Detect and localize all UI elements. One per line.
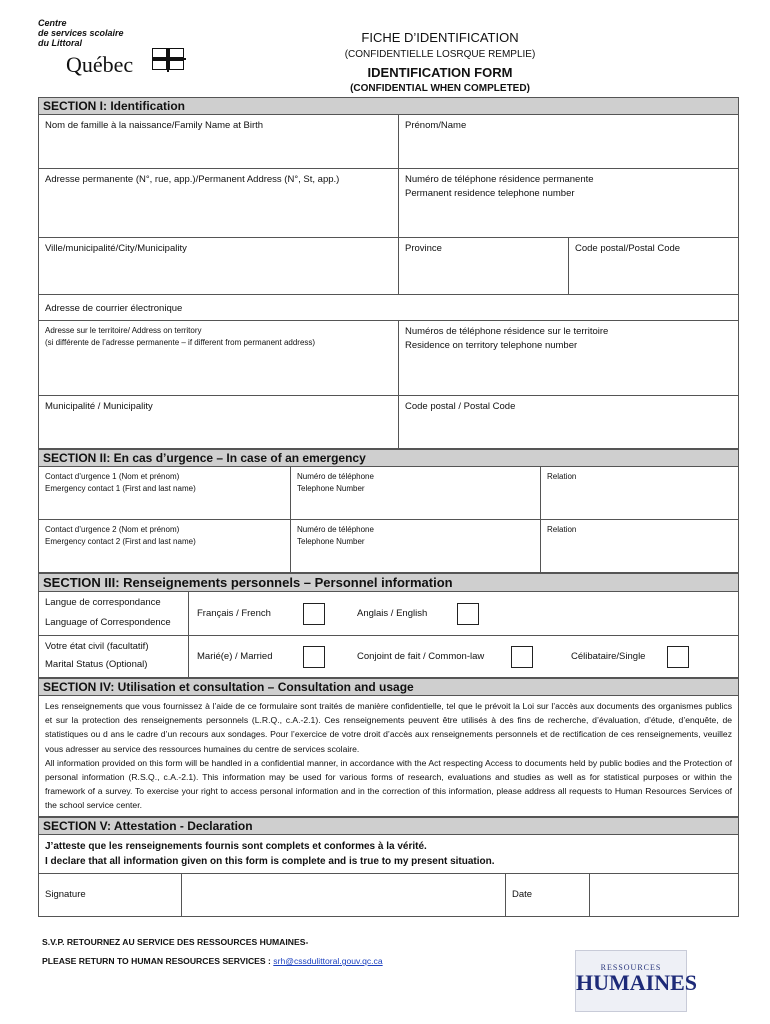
- return-instruction-en: PLEASE RETURN TO HUMAN RESOURCES SERVICES :: [42, 956, 271, 966]
- emergency-phone-1-label-fr: Numéro de téléphone: [297, 472, 374, 481]
- emergency-contact-2-label-fr: Contact d’urgence 2 (Nom et prénom): [45, 525, 180, 534]
- declaration-fr: J’atteste que les renseignements fournis sont complets et conformes à la vérité.: [45, 840, 427, 852]
- hr-badge-main: HUMAINES: [576, 970, 698, 995]
- quebec-wordmark: Québec: [66, 52, 134, 77]
- single-option-label: Célibataire/Single: [571, 651, 646, 662]
- declaration: [38, 835, 739, 874]
- email-label: Adresse de courrier électronique: [45, 303, 183, 314]
- territory-phone-label-fr: Numéros de téléphone résidence sur le territoire: [405, 326, 609, 337]
- territory-address-note: (si différente de l’adresse permanente – if different from permanent address): [45, 338, 316, 347]
- organization-logo: [38, 18, 198, 78]
- emergency-relation-1-field[interactable]: [541, 467, 738, 519]
- section-1-header: SECTION I: Identification: [38, 97, 739, 115]
- city-label: Ville/municipalité/City/Municipality: [45, 243, 187, 254]
- emergency-contact-1-label-fr: Contact d’urgence 1 (Nom et prénom): [45, 472, 180, 481]
- emergency-contact-1-field[interactable]: [39, 467, 291, 519]
- section-3-header: SECTION III: Renseignements personnels – Personnel information: [38, 573, 739, 592]
- common-law-option-label: Conjoint de fait / Common-law: [357, 651, 485, 662]
- form-subtitle-fr: (CONFIDENTIELLE LOSRQUE REMPLIE): [344, 49, 536, 60]
- emergency-relation-2-field[interactable]: [541, 520, 738, 572]
- emergency-contact-1-label-en: Emergency contact 1 (First and last name): [45, 484, 196, 493]
- section-5-header: SECTION V: Attestation - Declaration: [38, 817, 739, 835]
- signature-label: Signature: [39, 873, 182, 916]
- territory-address-field[interactable]: [39, 321, 399, 395]
- section-2-header: SECTION II: En cas d’urgence – In case of an emergency: [38, 449, 739, 467]
- first-name-field[interactable]: [399, 115, 738, 168]
- french-option-label: Français / French: [197, 608, 271, 619]
- postal-code-label: Code postal/Postal Code: [575, 243, 681, 254]
- org-name-line3: du Littoral: [38, 38, 82, 48]
- emergency-relation-2-label: Relation: [547, 525, 577, 534]
- municipality-field[interactable]: [39, 396, 399, 448]
- form-title-fr: FICHE D’IDENTIFICATION: [361, 30, 519, 45]
- territory-postal-label: Code postal / Postal Code: [405, 401, 516, 412]
- married-option-label: Marié(e) / Married: [197, 651, 273, 662]
- emergency-contact-2-label-en: Emergency contact 2 (First and last name): [45, 537, 196, 546]
- permanent-phone-field[interactable]: [399, 169, 738, 237]
- postal-code-field[interactable]: [569, 238, 738, 294]
- married-checkbox[interactable]: [303, 646, 325, 668]
- return-instruction-en-line: [42, 956, 383, 966]
- emergency-relation-1-label: Relation: [547, 472, 577, 481]
- municipality-label: Municipalité / Municipality: [45, 401, 153, 412]
- date-label: Date: [506, 873, 590, 916]
- form-subtitle-en: (CONFIDENTIAL WHEN COMPLETED): [350, 83, 530, 94]
- permanent-phone-label-en: Permanent residence telephone number: [405, 188, 575, 199]
- territory-postal-field[interactable]: [399, 396, 738, 448]
- org-name-line1: Centre: [38, 18, 67, 28]
- english-checkbox[interactable]: [457, 603, 479, 625]
- signature-field[interactable]: [182, 873, 506, 916]
- emergency-phone-2-field[interactable]: [291, 520, 541, 572]
- common-law-checkbox[interactable]: [511, 646, 533, 668]
- province-label: Province: [405, 243, 442, 254]
- emergency-phone-2-label-fr: Numéro de téléphone: [297, 525, 374, 534]
- permanent-address-field[interactable]: [39, 169, 399, 237]
- consultation-text-fr: Les renseignements que vous fournissez à l’aide de ce formulaire sont traités de manière confidentielle, tel que le prévoit la Loi sur l’accès aux documents des organismes publics et sur la protection des renseignements personnels (L.R.Q., c.A.-2.1). Ces renseignements peuvent être utilisés à des fins de recherche, d’évaluation, d’étude, d’enquête, de statistiques ou d ans le cadre d’un recours aux sondages. Pour l’exercice de votre droit d’accès aux renseignements personnels et de rectification de ces renseignements, veuillez vous adresser au service des ressources humaines du centre de services scolaire.: [45, 701, 732, 754]
- territory-phone-field[interactable]: [399, 321, 738, 395]
- emergency-phone-1-label-en: Telephone Number: [297, 484, 365, 493]
- marital-label-cell: [39, 636, 189, 678]
- consultation-notice: [38, 696, 739, 817]
- marital-status-label-fr: Votre état civil (facultatif): [45, 640, 149, 652]
- declaration-en: I declare that all information given on this form is complete and is true to my present situation.: [45, 855, 495, 867]
- permanent-address-label: Adresse permanente (N°, rue, app.)/Permanent Address (N°, St, app.): [45, 174, 340, 185]
- single-checkbox[interactable]: [667, 646, 689, 668]
- marital-status-label-en: Marital Status (Optional): [45, 658, 148, 670]
- territory-address-label: Adresse sur le territoire/ Address on territory: [45, 326, 202, 335]
- section-4-header: SECTION IV: Utilisation et consultation – Consultation and usage: [38, 678, 739, 696]
- language-label-cell: [39, 592, 189, 636]
- french-checkbox[interactable]: [303, 603, 325, 625]
- form-title-en: IDENTIFICATION FORM: [367, 65, 513, 80]
- quebec-flag-icon: [152, 48, 186, 72]
- consultation-text-en: All information provided on this form will be handled in a confidential manner, in accordance with the Act respecting Access to documents held by public bodies and the Protection of personal information (R.S.Q., c.A.-2.1). This information may be used for various forms of research, evaluations and studies as well as for statistical purposes or within the framework of a survey. To exercise your right to access personal information and in the correction of this information, please address all requests to Human Resources Services of the school service center.: [45, 757, 732, 811]
- hr-email-link[interactable]: srh@cssdulittoral.gouv.qc.ca: [273, 956, 383, 966]
- family-name-field[interactable]: [39, 115, 399, 168]
- permanent-phone-label-fr: Numéro de téléphone résidence permanente: [405, 174, 594, 185]
- hr-badge-logo: [575, 950, 698, 1012]
- city-field[interactable]: [39, 238, 399, 294]
- emergency-phone-1-field[interactable]: [291, 467, 541, 519]
- language-label-fr: Langue de correspondance: [45, 596, 161, 608]
- first-name-label: Prénom/Name: [405, 120, 467, 131]
- identification-form: [38, 97, 739, 917]
- family-name-label: Nom de famille à la naissance/Family Name at Birth: [45, 120, 264, 131]
- org-name-line2: de services scolaire: [38, 28, 124, 38]
- emergency-phone-2-label-en: Telephone Number: [297, 537, 365, 546]
- date-field[interactable]: [590, 873, 738, 916]
- return-instruction-fr: S.V.P. RETOURNEZ AU SERVICE DES RESSOURCES HUMAINES-: [42, 937, 309, 947]
- language-label-en: Language of Correspondence: [45, 616, 171, 628]
- territory-phone-label-en: Residence on territory telephone number: [405, 340, 578, 351]
- emergency-contact-2-field[interactable]: [39, 520, 291, 572]
- email-field[interactable]: [39, 298, 738, 320]
- province-field[interactable]: [399, 238, 569, 294]
- hr-badge-top: RESSOURCES: [600, 963, 662, 972]
- english-option-label: Anglais / English: [357, 608, 428, 619]
